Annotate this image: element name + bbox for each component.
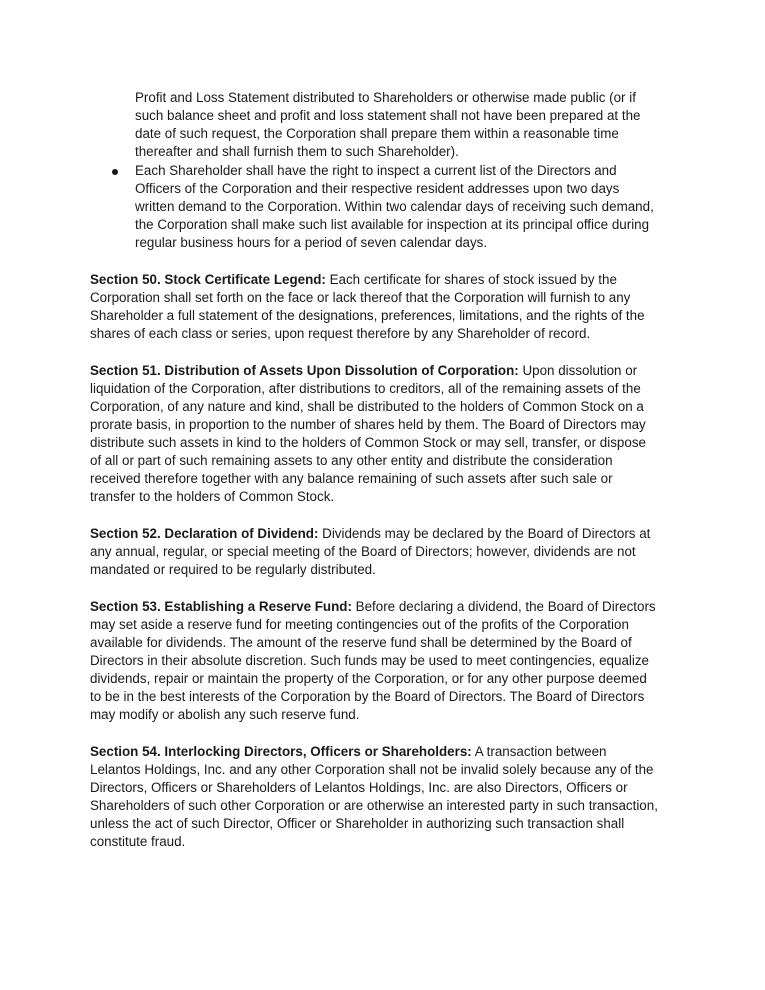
section-50-line: Shareholder a full statement of the designations, preferences, limitations, and the rights of the: [90, 308, 645, 323]
section-51-line: of all or part of such remaining assets to any other entity and distribute the consideration: [90, 453, 613, 468]
section-54-line: unless the act of such Director, Officer or Shareholder in authorizing such transaction shall: [90, 816, 625, 831]
bullet-1-line: thereafter and shall furnish them to such Shareholder).: [135, 144, 459, 159]
bullet-1-line: Profit and Loss Statement distributed to Shareholders or otherwise made public (or if: [135, 90, 636, 105]
section-53-line: to be in the best interests of the Corporation by the Board of Directors. The Board of Directors: [90, 689, 645, 704]
section-54-first-line: Section 54. Interlocking Directors, Officers or Shareholders: A transaction between: [90, 744, 607, 759]
bullet-1-line: such balance sheet and profit and loss statement shall not have been prepared at the: [135, 108, 641, 123]
section-52-line: any annual, regular, or special meeting of the Board of Directors; however, dividends are not: [90, 544, 636, 559]
bullet-2-line: the Corporation shall make such list available for inspection at its principal office during: [135, 217, 650, 232]
section-51-first-line: Section 51. Distribution of Assets Upon Dissolution of Corporation: Upon dissolution or: [90, 363, 638, 378]
section-53-line: may set aside a reserve fund for meeting contingencies out of the profits of the Corporation: [90, 617, 629, 632]
section-51-line: distribute such assets in kind to the holders of Common Stock or may sell, transfer, or dispose: [90, 435, 646, 450]
section-53-line: dividends, repair or maintain the property of the Corporation, or for any other purpose deemed: [90, 671, 647, 686]
bullet-dot-icon: [112, 169, 118, 175]
section-51-line: prorate basis, in proportion to the number of shares held by them. The Board of Directors may: [90, 417, 646, 432]
section-53-line: Directors in their absolute discretion. Such funds may be used to meet contingencies, equalize: [90, 653, 649, 668]
bullet-2-line: regular business hours for a period of seven calendar days.: [135, 235, 488, 250]
bullet-2-line: Each Shareholder shall have the right to inspect a current list of the Directors and: [135, 163, 617, 178]
section-51-line: Corporation, of any nature and kind, shall be distributed to the holders of Common Stock on a: [90, 399, 644, 414]
section-50-line: shares of each class or series, upon request therefore by any Shareholder of record.: [90, 326, 591, 341]
section-51-heading: Section 51. Distribution of Assets Upon Dissolution of Corporation:: [90, 363, 519, 378]
section-50-heading: Section 50. Stock Certificate Legend:: [90, 272, 326, 287]
section-52-first-line: Section 52. Declaration of Dividend: Dividends may be declared by the Board of Directors at: [90, 526, 651, 541]
section-50-first-line: Section 50. Stock Certificate Legend: Each certificate for shares of stock issued by the: [90, 272, 617, 287]
bullet-1-line: date of such request, the Corporation shall prepare them within a reasonable time: [135, 126, 619, 141]
section-53-first-line: Section 53. Establishing a Reserve Fund: Before declaring a dividend, the Board of Directors: [90, 599, 656, 614]
section-53-heading: Section 53. Establishing a Reserve Fund:: [90, 599, 352, 614]
section-54-line: Shareholders of such other Corporation or are otherwise an interested party in such transaction,: [90, 798, 658, 813]
section-54-line: constitute fraud.: [90, 834, 186, 849]
bullet-2-line: written demand to the Corporation. Within two calendar days of receiving such demand,: [135, 199, 654, 214]
section-53-line: may modify or abolish any such reserve fund.: [90, 707, 360, 722]
section-54-heading: Section 54. Interlocking Directors, Officers or Shareholders:: [90, 744, 472, 759]
section-51-line: transfer to the holders of Common Stock.: [90, 489, 335, 504]
section-53-line: available for dividends. The amount of the reserve fund shall be determined by the Board of: [90, 635, 632, 650]
section-50-line: Corporation shall set forth on the face or lack thereof that the Corporation will furnish to any: [90, 290, 631, 305]
bullet-2-line: Officers of the Corporation and their respective resident addresses upon two days: [135, 181, 620, 196]
section-54-line: Lelantos Holdings, Inc. and any other Corporation shall not be invalid solely because any of the: [90, 762, 654, 777]
section-51-line: received therefore together with any balance remaining of such assets after such sale or: [90, 471, 613, 486]
section-52-line: mandated or required to be regularly distributed.: [90, 562, 376, 577]
section-54-line: Directors, Officers or Shareholders of Lelantos Holdings, Inc. are also Directors, Officers or: [90, 780, 628, 795]
section-51-line: liquidation of the Corporation, after distributions to creditors, all of the remaining assets of the: [90, 381, 641, 396]
section-52-heading: Section 52. Declaration of Dividend:: [90, 526, 319, 541]
